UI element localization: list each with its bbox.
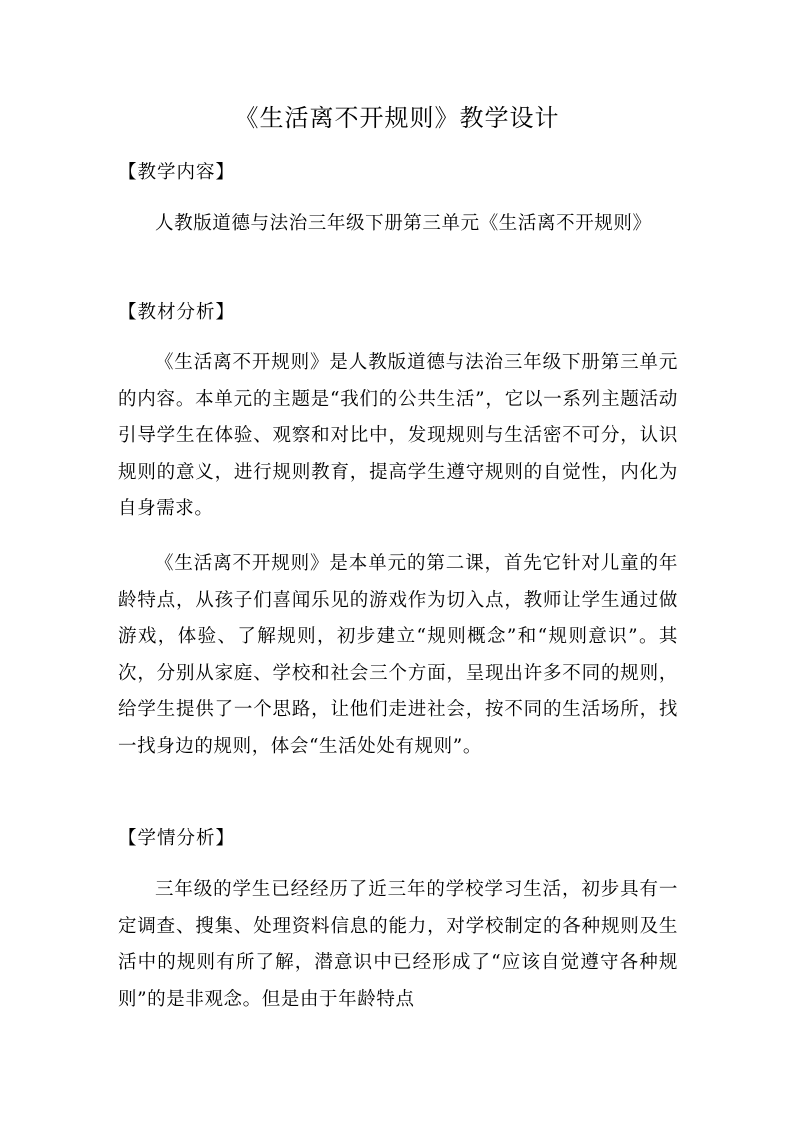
section-heading-teaching-content: 【教学内容】	[118, 162, 236, 183]
paragraph-teaching-content: 人教版道德与法治三年级下册第三单元《生活离不开规则》	[155, 213, 652, 234]
document-title: 《生活离不开规则》教学设计	[234, 104, 560, 132]
paragraph-material-analysis-2: 《生活离不开规则》是本单元的第二课，首先它针对儿童的年龄特点，从孩子们喜闻乐见的游戏作为切入点，教师让学生通过做游戏，体验、了解规则，初步建立“规则概念”和“规则意识”。其次，分别从家庭、学校和社会三个方面，呈现出许多不同的规则，给学生提供了一个思路，让他们走进社会，按不同的生活场所，找一找身边的规则，体会“生活处处有规则”。	[118, 553, 678, 757]
section-heading-student-analysis: 【学情分析】	[118, 828, 236, 849]
paragraph-material-analysis-1: 《生活离不开规则》是人教版道德与法治三年级下册第三单元的内容。本单元的主题是“我们的公共生活”，它以一系列主题活动引导学生在体验、观察和对比中，发现规则与生活密不可分，认识规则的意义，进行规则教育，提高学生遵守规则的自觉性，内化为自身需求。	[118, 352, 678, 519]
paragraph-student-analysis: 三年级的学生已经经历了近三年的学校学习生活，初步具有一定调查、搜集、处理资料信息的能力，对学校制定的各种规则及生活中的规则有所了解，潜意识中已经形成了“应该自觉遵守各种规则”的是非观念。但是由于年龄特点	[118, 879, 678, 1010]
section-heading-material-analysis: 【教材分析】	[118, 302, 236, 323]
